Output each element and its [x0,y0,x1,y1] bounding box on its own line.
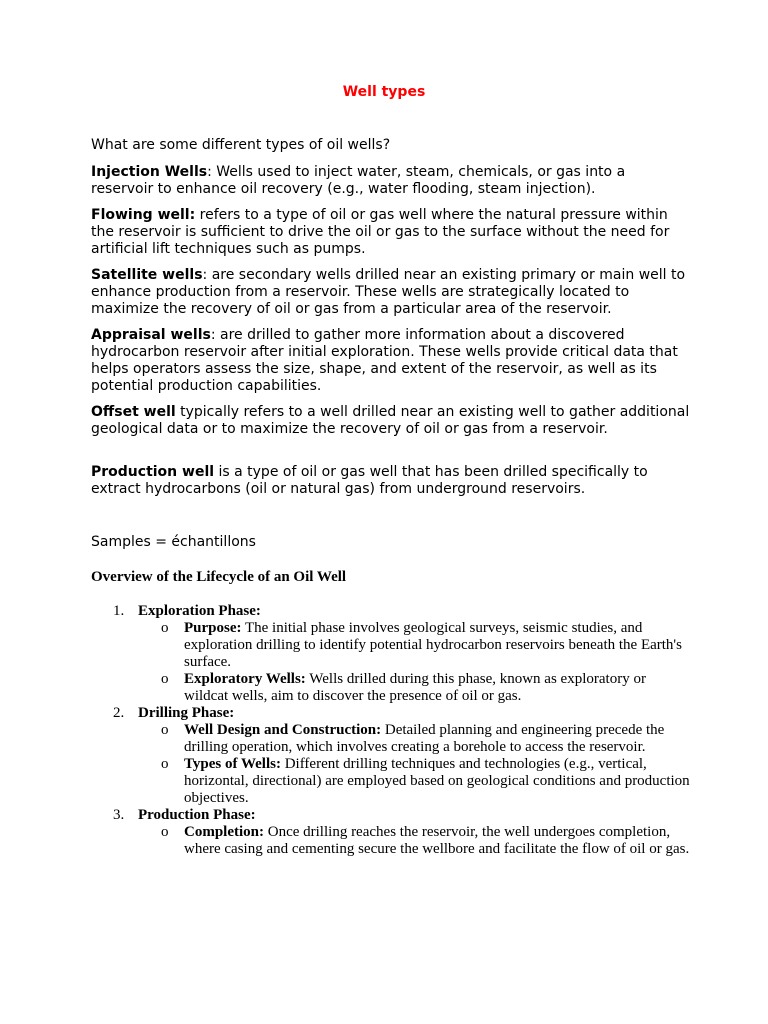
sub-bullet-marker: o [161,756,169,772]
sub-item-text: The initial phase involves geological surveys, seismic studies, and exploration drilling to identify potential hydrocarbon reservoirs beneath the Earth's surface. [184,620,682,670]
phase-items-container [91,620,691,705]
sub-item-text: Different drilling techniques and technologies (e.g., vertical, horizontal, directional) are employed based on geological conditions and production objectives. [184,756,690,806]
lifecycle-list [91,603,691,858]
well-term: Offset well [91,404,176,420]
sub-item-term: Types of Wells: [184,756,281,772]
well-injection [91,164,691,198]
samples-note: Samples = échantillons [91,534,256,550]
sub-item-term: Purpose: [184,620,242,636]
well-offset [91,404,691,438]
well-term: Injection Wells [91,164,208,180]
phase-item [91,807,691,824]
phase-name: Drilling Phase: [138,705,235,721]
overview-heading: Overview of the Lifecycle of an Oil Well [91,569,347,585]
phase-number: 3. [113,807,125,823]
phase-items-container [91,824,691,858]
sub-item-term: Well Design and Construction: [184,722,382,738]
phase-sub-item [138,756,691,807]
phase-number: 1. [113,603,125,619]
phase-sub-item [138,824,691,858]
well-flowing [91,207,691,258]
well-term: Satellite wells [91,267,203,283]
well-production [91,464,691,498]
phase-sub-list [138,824,691,858]
sub-bullet-marker: o [161,671,169,687]
well-term: Flowing well: [91,207,196,223]
well-satellite [91,267,691,318]
well-description: : Wells used to inject water, steam, chemicals, or gas into a reservoir to enhance oil recovery (e.g., water flooding, steam injection). [91,164,626,197]
sub-item-text: Wells drilled during this phase, known as exploratory or wildcat wells, aim to discover the presence of oil or gas. [184,671,646,704]
phase-sub-item [138,722,691,756]
phase-item [91,603,691,620]
phase-name: Exploration Phase: [138,603,261,619]
sub-item-text: Once drilling reaches the reservoir, the well undergoes completion, where casing and cementing secure the wellbore and facilitate the flow of oil or gas. [184,824,690,857]
phase-sub-list [138,620,691,705]
well-description: : are drilled to gather more information about a discovered hydrocarbon reservoir after initial exploration. These wells provide critical data that helps operators assess the size, shape, and extent of the reservoir, as well as its potential production capabilities. [91,327,678,394]
phase-sub-item [138,620,691,671]
phase-item [91,705,691,722]
intro-question: What are some different types of oil wells? [91,137,391,153]
well-description: : are secondary wells drilled near an existing primary or main well to enhance production from a reservoir. These wells are strategically located to maximize the recovery of oil or gas from a particular area of the reservoir. [91,267,686,317]
well-term: Appraisal wells [91,327,211,343]
sub-item-term: Completion: [184,824,264,840]
well-description: refers to a type of oil or gas well where the natural pressure within the reservoir is sufficient to drive the oil or gas to the surface without the need for artificial lift techniques such as pumps. [91,207,670,257]
sub-bullet-marker: o [161,824,169,840]
well-description: typically refers to a well drilled near an existing well to gather additional geological data or to maximize the recovery of oil or gas from a reservoir. [91,404,690,437]
well-description: is a type of oil or gas well that has been drilled specifically to extract hydrocarbons (oil or natural gas) from underground reservoirs. [91,464,648,497]
sub-bullet-marker: o [161,722,169,738]
phase-name: Production Phase: [138,807,256,823]
well-term: Production well [91,464,215,480]
phase-number: 2. [113,705,125,721]
phase-items-container [91,722,691,807]
sub-item-text: Detailed planning and engineering precede the drilling operation, which involves creating a borehole to access the reservoir. [184,722,665,755]
sub-bullet-marker: o [161,620,169,636]
phase-sub-list [138,722,691,807]
page-title: Well types [342,84,426,100]
sub-item-term: Exploratory Wells: [184,671,306,687]
well-appraisal [91,327,691,395]
phase-sub-item [138,671,691,705]
